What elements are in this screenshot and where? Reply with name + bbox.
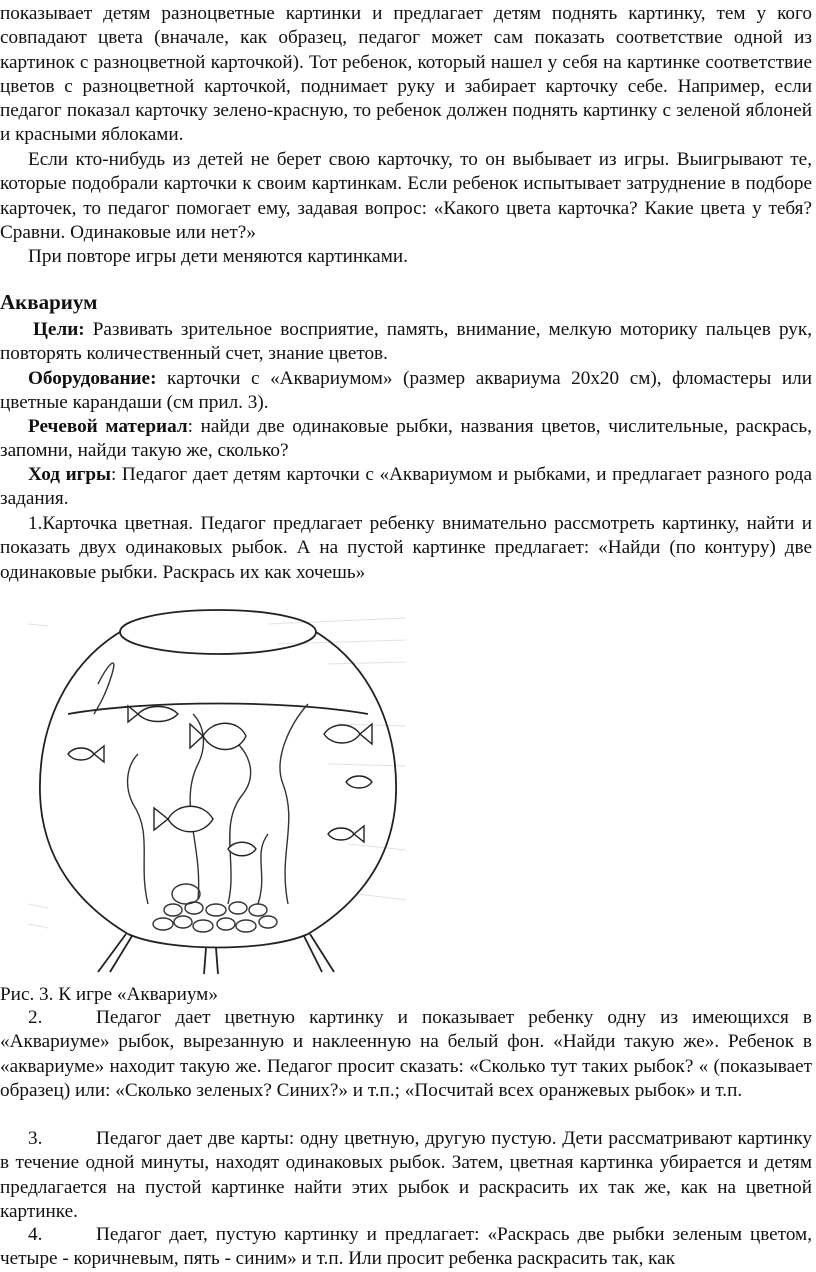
goals-label: Цели: (33, 319, 85, 340)
intro-paragraph-1: показывает детям разноцветные картинки и предлагает детям поднять картинку, тем у кого совпадают цвета (вначале, как образец, педагог может сам показать соответствие одной из картинок с разноцветной карточкой). Тот ребенок, который нашел у себя на картинке соответствие цветов с разноцветной карточкой, поднимает руку и забирает карточку себе. Например, если педагог показал карточку зелено-красную, то ребенок должен поднять картинку с зеленой яблоней и красными яблоками. (0, 3, 812, 146)
aquarium-illustration (28, 604, 406, 978)
equipment-paragraph (0, 367, 812, 416)
figure-caption: Рис. 3. К игре «Аквариум» (0, 984, 218, 1005)
item-4-text: Педагог дает, пустую картинку и предлагает: «Раскрась две рыбки зеленым цветом, четыре - коричневым, пять - синим» и т.п. Или просит ребенка раскрасить так, как (0, 1224, 812, 1270)
item-4-number: 4. (28, 1224, 43, 1245)
item-3-number: 3. (28, 1128, 43, 1149)
section-title: Аквариум (0, 290, 98, 314)
item-4-paragraph (0, 1223, 812, 1272)
item-2-text: Педагог дает цветную картинку и показывает ребенку одну из имеющихся в «Аквариуме» рыбок, вырезанную и наклеенную на белый фон. «Найди такую же». Ребенок в «аквариуме» находит такую же. Педагог просит сказать: «Сколько тут таких рыбок? « (показывает образец) или: «Сколько зеленых? Синих?» и т.п.; «Посчитай всех оранжевых рыбок» и т.п. (0, 1007, 812, 1101)
goals-text: Развивать зрительное восприятие, память, внимание, мелкую моторику пальцев рук, повторять количественный счет, знание цветов. (0, 319, 812, 365)
course-text: : Педагог дает детям карточки с «Аквариумом и рыбками, и предлагает разного рода задания. (0, 464, 812, 510)
speech-label: Речевой материал (28, 416, 188, 437)
equipment-label: Оборудование: (28, 368, 157, 389)
speech-text: : найди две одинаковые рыбки, названия цветов, числительные, раскрась, запомни, найди такую же, сколько? (0, 416, 812, 462)
intro-paragraph-2-text: Если кто-нибудь из детей не берет свою карточку, то он выбывает из игры. Выигрывают те, которые подобрали карточки к своим картинкам. Если ребенок испытывает затруднение в подборе карточек, то педагог помогает ему, задавая вопрос: «Какого цвета карточка? Какие цвета у тебя? Сравни. Одинаковые или нет?» (0, 149, 812, 243)
intro-paragraph-2 (0, 148, 812, 245)
equipment-text: карточки с «Аквариумом» (размер аквариума 20х20 см), фломастеры или цветные карандаши (см прил. 3). (0, 368, 812, 414)
item-3-text: Педагог дает две карты: одну цветную, другую пустую. Дети рассматривают картинку в течение одной минуты, находят одинаковых рыбок. Затем, цветная картинка убирается и детям предлагается на пустой картинке найти этих рыбок и раскрасить их так же, как на цветной картинке. (0, 1128, 812, 1222)
intro-paragraph-3 (0, 245, 812, 269)
item-2-number: 2. (28, 1007, 43, 1028)
item-3-paragraph (0, 1127, 812, 1224)
item-2-paragraph (0, 1006, 812, 1103)
speech-paragraph (0, 415, 812, 464)
goals-paragraph (0, 318, 812, 367)
item-1-text: 1.Карточка цветная. Педагог предлагает ребенку внимательно рассмотреть картинку, найти и показать двух одинаковых рыбок. А на пустой картинке предлагает: «Найди (по контуру) две одинаковые рыбки. Раскрась их как хочешь» (0, 513, 812, 583)
course-paragraph (0, 463, 812, 512)
course-label: Ход игры (28, 464, 112, 485)
intro-paragraph-3-text: При повторе игры дети меняются картинками. (28, 246, 408, 267)
item-1-paragraph (0, 512, 812, 585)
